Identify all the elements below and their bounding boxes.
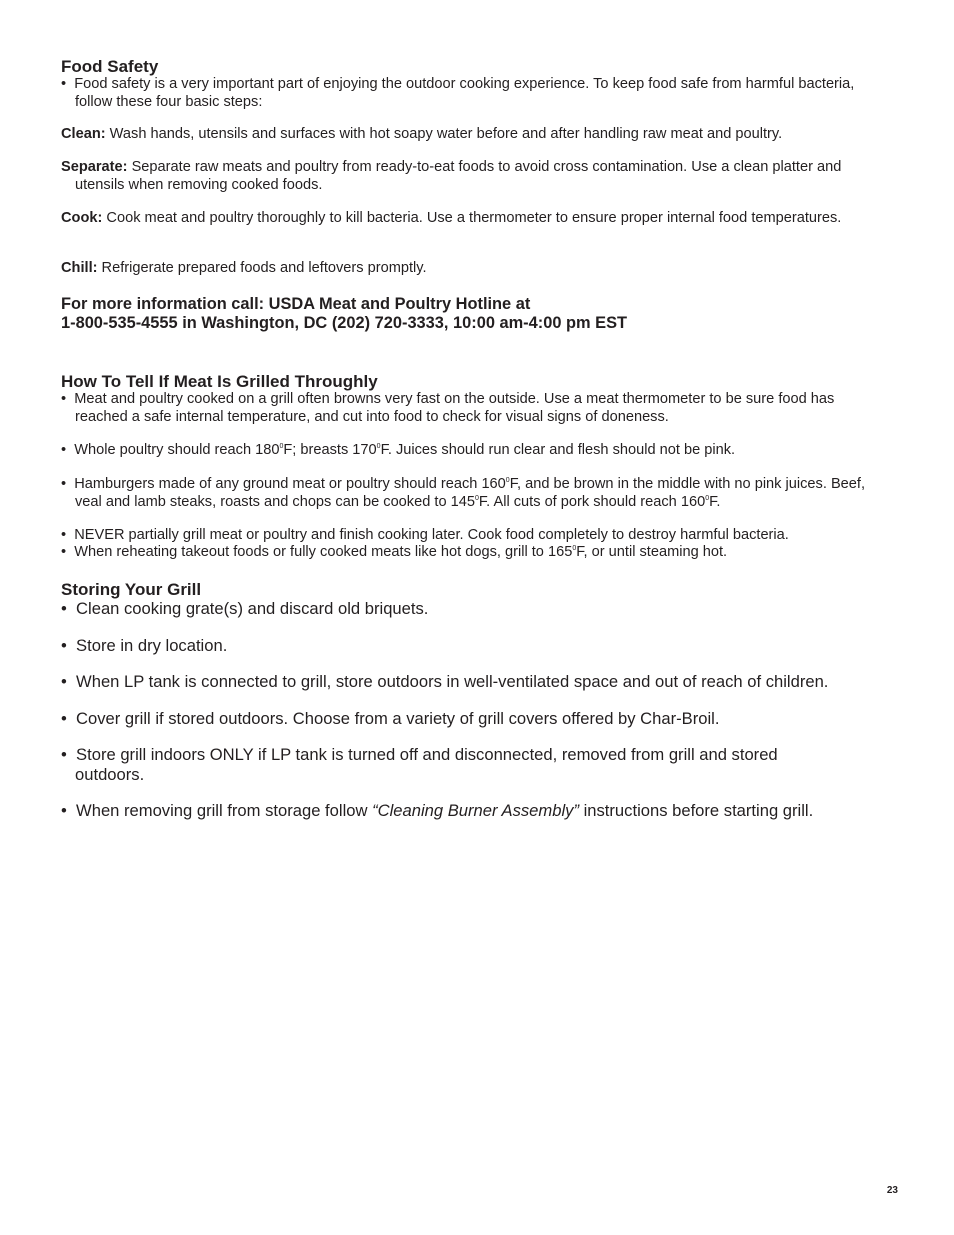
storing-heading: Storing Your Grill <box>61 580 202 599</box>
storing-item-2: • Store in dry location. <box>61 636 228 655</box>
cleaning-burner-reference: “Cleaning Burner Assembly” <box>372 801 579 820</box>
storing-item-1: • Clean cooking grate(s) and discard old briquets. <box>61 599 429 618</box>
meat-bullet-1: • Meat and poultry cooked on a grill often browns very fast on the outside. Use a meat thermometer to be sure food has reached a safe internal temperature, and cut into food to check for visual signs of doneness. <box>61 391 835 425</box>
bullet: • <box>61 527 67 543</box>
bullet: • <box>61 391 67 407</box>
food-safety-intro: • Food safety is a very important part of enjoying the outdoor cooking experience. To keep food safe from harmful bacteria, follow these four basic steps: <box>61 76 855 110</box>
step-separate: Separate: Separate raw meats and poultry from ready-to-eat foods to avoid cross contamination. Use a clean platter and utensils when removing cooked foods. <box>61 159 842 193</box>
food-safety-heading: Food Safety <box>61 57 159 76</box>
meat-bullet-4: • NEVER partially grill meat or poultry and finish cooking later. Cook food completely to destroy harmful bacteria. <box>61 527 789 543</box>
bullet: • <box>61 672 67 691</box>
hotline-line-2: 1-800-535-4555 in Washington, DC (202) 720-3333, 10:00 am-4:00 pm EST <box>61 314 628 332</box>
bullet: • <box>61 801 67 820</box>
bullet: • <box>61 709 67 728</box>
meat-bullet-3: • Hamburgers made of any ground meat or poultry should reach $160^0F$, and be brown in the middle with no pink juices. Beef, veal and lamb steaks, roasts and chops can be cooked to $145^0F$. All cuts of pork should reach $160^0F$. <box>61 476 866 510</box>
bullet: • <box>61 599 67 618</box>
page-number: 23 <box>886 1185 898 1196</box>
meat-bullet-5: • When reheating takeout foods or fully cooked meats like hot dogs, grill to $165^0F$, or until steaming hot. <box>61 544 728 560</box>
meat-bullet-2: • Whole poultry should reach $180^0F$; breasts $170^0F$. Juices should run clear and flesh should not be pink. <box>61 442 736 458</box>
storing-item-3: • When LP tank is connected to grill, store outdoors in well-ventilated space and out of reach of children. <box>61 672 829 691</box>
bullet: • <box>61 544 67 560</box>
bullet: • <box>61 476 67 492</box>
bullet: • <box>61 442 67 458</box>
storing-item-5: • Store grill indoors ONLY if LP tank is turned off and disconnected, removed from grill and stored outdoors. <box>61 745 778 784</box>
bullet: • <box>61 745 67 764</box>
bullet: • <box>61 76 67 92</box>
storing-item-6: • When removing grill from storage follow “Cleaning Burner Assembly” instructions before starting grill. <box>61 801 814 820</box>
step-clean: Clean: Wash hands, utensils and surfaces with hot soapy water before and after handling raw meat and poultry. <box>61 126 783 142</box>
hotline-line-1: For more information call: USDA Meat and Poultry Hotline at <box>61 295 531 313</box>
storing-item-4: • Cover grill if stored outdoors. Choose from a variety of grill covers offered by Char-Broil. <box>61 709 720 728</box>
bullet: • <box>61 636 67 655</box>
step-cook: Cook: Cook meat and poultry thoroughly to kill bacteria. Use a thermometer to ensure proper internal food temperatures. <box>61 210 842 226</box>
meat-heading: How To Tell If Meat Is Grilled Throughly <box>61 372 378 391</box>
step-chill: Chill: Refrigerate prepared foods and leftovers promptly. <box>61 260 427 276</box>
